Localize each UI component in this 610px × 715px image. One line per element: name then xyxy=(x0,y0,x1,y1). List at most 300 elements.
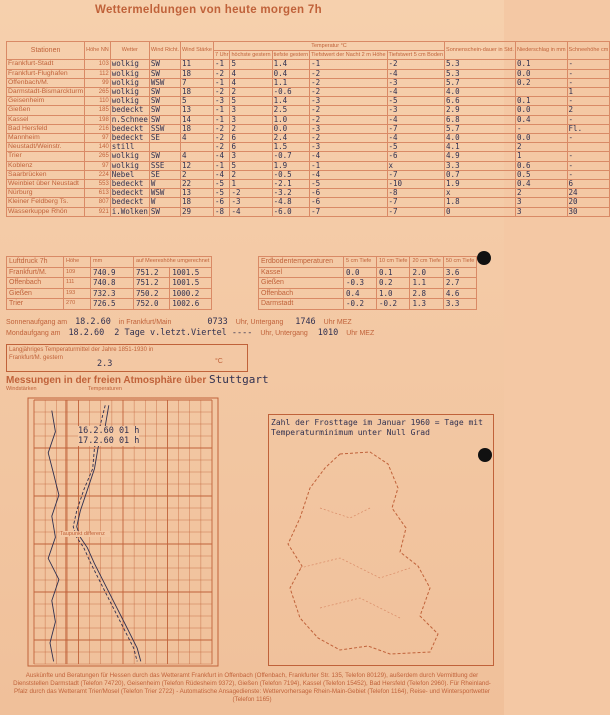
cell-wf: 13 xyxy=(181,106,214,115)
soil-cell-d: 3.6 xyxy=(443,267,476,278)
cell-mg: x xyxy=(387,161,445,170)
cell-t7: -1 xyxy=(214,161,230,170)
pressure-cell-mm: 751.2 xyxy=(134,278,170,289)
cell-mn: -4 xyxy=(310,152,387,161)
cell-sn: 24 xyxy=(567,189,610,198)
cell-sn: 1 xyxy=(567,87,610,96)
cell-mn: -2 xyxy=(310,106,387,115)
sunset-unit: Uhr MEZ xyxy=(323,319,352,326)
table-row xyxy=(7,207,610,216)
cell-pr: 2 xyxy=(515,143,567,152)
cell-min: -3.2 xyxy=(272,189,310,198)
cell-w: wolkig xyxy=(110,152,149,161)
cell-wd: SE xyxy=(149,134,180,143)
cell-max: 4 xyxy=(230,69,272,78)
soil-cell-b: -0.2 xyxy=(377,299,410,310)
col-sunshine: Sonnenschein-dauer in Std. xyxy=(445,42,516,60)
cell-w: bedeckt xyxy=(110,124,149,133)
moon-phase: 2 Tage v.letzt.Viertel ---- xyxy=(114,328,253,338)
table-row xyxy=(7,69,610,78)
cell-t7: -2 xyxy=(214,124,230,133)
cell-min: 1.4 xyxy=(272,60,310,69)
cell-sun: 5.7 xyxy=(445,124,516,133)
col-precip: Niederschlag in mm xyxy=(515,42,567,60)
cell-pr: 0.1 xyxy=(515,60,567,69)
cell-pr: 2 xyxy=(515,189,567,198)
cell-wf: 4 xyxy=(181,152,214,161)
cell-wd: SSE xyxy=(149,161,180,170)
cell-w: bedeckt xyxy=(110,189,149,198)
cell-h: 224 xyxy=(85,170,111,179)
cell-sun: 1.9 xyxy=(445,180,516,189)
table-row xyxy=(7,78,610,87)
cell-t7: -1 xyxy=(214,115,230,124)
col-wind-force: Wind Stärke xyxy=(181,42,214,60)
cell-sun: 5.3 xyxy=(445,69,516,78)
moonset-time: 1010 xyxy=(317,328,339,338)
cell-pr: 3 xyxy=(515,198,567,207)
cell-max: 4 xyxy=(230,78,272,87)
cell-sn: 6 xyxy=(567,180,610,189)
cell-max: 2 xyxy=(230,124,272,133)
cell-t7: -6 xyxy=(214,198,230,207)
cell-pr: 3 xyxy=(515,207,567,216)
pressure-row xyxy=(7,278,212,289)
col-temp-group: Temperatur °C xyxy=(214,42,445,51)
cell-mg: -8 xyxy=(387,189,445,198)
cell-sun: 5.3 xyxy=(445,60,516,69)
cell-wd: W xyxy=(149,180,180,189)
cell-t7: -2 xyxy=(214,87,230,96)
moonrise-label: Mondaufgang am xyxy=(6,330,61,337)
cell-h: 265 xyxy=(85,87,111,96)
cell-t7: -3 xyxy=(214,97,230,106)
cell-wf: 7 xyxy=(181,78,214,87)
soil-cell-c: 2.0 xyxy=(410,267,443,278)
cell-pr: 0.6 xyxy=(515,161,567,170)
pressure-table xyxy=(6,256,212,310)
sounding-dates xyxy=(78,426,139,446)
soil-row xyxy=(259,299,477,310)
frost-map-outline xyxy=(288,452,438,654)
cell-mn: -3 xyxy=(310,124,387,133)
col-min-ground: Tiefstwert 5 cm Boden xyxy=(387,51,445,60)
pressure-cell-raw: 740.8 xyxy=(91,278,134,289)
wind-axis-label: Windstärken xyxy=(6,386,37,392)
atmosphere-city: Stuttgart xyxy=(209,373,269,386)
cell-wf: 5 xyxy=(181,97,214,106)
cell-pr: - xyxy=(515,124,567,133)
soil-row xyxy=(259,278,477,289)
cell-mg: -3 xyxy=(387,78,445,87)
longterm-label: Langjähriges Temperaturmittel der Jahre 1851-1930 in Frankfurt/M. gestern xyxy=(9,347,154,361)
cell-pr: 0.2 xyxy=(515,78,567,87)
cell-t7: -2 xyxy=(214,69,230,78)
cell-max: 5 xyxy=(230,161,272,170)
cell-station: Bad Hersfeld xyxy=(7,124,85,133)
cell-sn xyxy=(567,143,610,152)
soil-cell-c: 2.8 xyxy=(410,288,443,299)
cell-sn: - xyxy=(567,78,610,87)
cell-sn: 20 xyxy=(567,198,610,207)
col-weather: Wetter xyxy=(110,42,149,60)
soil-cell-c: 1.1 xyxy=(410,278,443,289)
cell-station: Weinbiet über Neustadt xyxy=(7,180,85,189)
cell-mn: -2 xyxy=(310,78,387,87)
table-row xyxy=(7,115,610,124)
cell-sn: Fl. xyxy=(567,124,610,133)
soil-cell-a: 0.4 xyxy=(344,288,377,299)
cell-mg: -4 xyxy=(387,115,445,124)
cell-mg: -7 xyxy=(387,170,445,179)
soil-cell-st: Kassel xyxy=(259,267,344,278)
pressure-cell-st: Gießen xyxy=(7,288,64,299)
cell-wf: 14 xyxy=(181,115,214,124)
cell-min: 0.4 xyxy=(272,69,310,78)
pressure-cell-h: 270 xyxy=(64,299,91,310)
pressure-cell-st: Frankfurt/M. xyxy=(7,267,64,278)
cell-max: 2 xyxy=(230,170,272,179)
erd-head-1: 5 cm Tiefe xyxy=(344,257,377,268)
pressure-cell-h: 111 xyxy=(64,278,91,289)
cell-station: Geisenheim xyxy=(7,97,85,106)
cell-station: Frankfurt-Stadt xyxy=(7,60,85,69)
cell-h: 613 xyxy=(85,189,111,198)
cell-wf: 29 xyxy=(181,207,214,216)
cell-max: 2 xyxy=(230,87,272,96)
cell-min: -0.6 xyxy=(272,87,310,96)
cell-pr: 0.4 xyxy=(515,180,567,189)
cell-max: 3 xyxy=(230,106,272,115)
cell-w: i.Wolken xyxy=(111,206,148,216)
cell-wf: 18 xyxy=(181,198,214,207)
cell-pr: 0.0 xyxy=(515,134,567,143)
cell-wd: SW xyxy=(149,106,180,115)
cell-station: Kleiner Feldberg Ts. xyxy=(7,198,85,207)
cell-mg: -3 xyxy=(387,106,445,115)
table-row xyxy=(7,198,610,207)
cell-h: 198 xyxy=(85,115,111,124)
cell-mn: -2 xyxy=(310,115,387,124)
atmosphere-label: Messungen in der freien Atmosphäre über xyxy=(6,375,207,386)
cell-min: 1.0 xyxy=(272,115,310,124)
cell-station: Koblenz xyxy=(7,161,85,170)
cell-min: 1.9 xyxy=(272,161,310,170)
pressure-cell-mb: 1001.5 xyxy=(170,267,212,278)
cell-w: bedeckt xyxy=(110,180,149,189)
cell-h: 553 xyxy=(85,180,111,189)
cell-sn: - xyxy=(567,60,610,69)
cell-min: -2.1 xyxy=(272,180,310,189)
cell-w: wolkig xyxy=(110,87,149,96)
soil-cell-b: 1.0 xyxy=(377,288,410,299)
soil-cell-a: -0.3 xyxy=(344,278,377,289)
cell-sun: 2.9 xyxy=(445,106,516,115)
pressure-cell-mm: 750.2 xyxy=(134,288,170,299)
cell-h: 216 xyxy=(85,124,111,133)
pressure-cell-raw: 740.9 xyxy=(91,267,134,278)
soil-cell-b: 0.2 xyxy=(377,278,410,289)
cell-mn: -2 xyxy=(310,69,387,78)
cell-station: Wasserkuppe Rhön xyxy=(7,207,85,216)
cell-mg: -2 xyxy=(387,60,445,69)
sunrise-time: 0733 xyxy=(207,317,228,327)
pressure-cell-h: 109 xyxy=(64,267,91,278)
moonrise-line xyxy=(6,328,374,338)
cell-mg: -4 xyxy=(387,134,445,143)
cell-min: 1.4 xyxy=(272,97,310,106)
cell-min: -0.7 xyxy=(272,152,310,161)
sunrise-unit: Uhr, Untergang xyxy=(235,319,284,326)
col-height: Höhe NN xyxy=(85,42,111,60)
pressure-cell-mm: 752.0 xyxy=(134,299,170,310)
cell-sun: 4.9 xyxy=(445,152,516,161)
table-row xyxy=(7,106,610,115)
soil-cell-st: Offenbach xyxy=(259,288,344,299)
cell-station: Kassel xyxy=(7,115,85,124)
luft-head-1: Höhe xyxy=(64,257,91,268)
cell-pr: 0.4 xyxy=(515,115,567,124)
pressure-cell-h: 193 xyxy=(64,288,91,299)
cell-station: Saarbrücken xyxy=(7,170,85,179)
cell-wf: 18 xyxy=(181,124,214,133)
pressure-cell-raw: 732.3 xyxy=(91,288,134,299)
soil-cell-d: 4.6 xyxy=(443,288,476,299)
cell-mn: -2 xyxy=(310,134,387,143)
cell-h: 140 xyxy=(85,143,111,152)
cell-max: 3 xyxy=(230,115,272,124)
cell-w: wolkig xyxy=(110,161,149,170)
cell-w: bedeckt xyxy=(110,198,149,207)
cell-pr: 0.0 xyxy=(515,69,567,78)
cell-wd: WSW xyxy=(149,189,180,198)
dewpoint-label: Taupunkt differenz xyxy=(60,531,110,537)
soil-row xyxy=(259,267,477,278)
cell-max: 5 xyxy=(230,97,272,106)
cell-min: 1.1 xyxy=(272,78,310,87)
longterm-value: 2.3 xyxy=(97,359,113,369)
cell-sun: 0.7 xyxy=(445,170,516,179)
moonset-unit: Uhr, Untergang xyxy=(260,330,308,337)
frost-title: Zahl der Frosttage im Januar 1960 = Tage mit Temperaturminimum unter Null Grad xyxy=(271,418,483,437)
cell-sun: 4.0 xyxy=(445,87,516,96)
cell-mn: -3 xyxy=(310,143,387,152)
cell-sn: 30 xyxy=(567,207,610,216)
cell-mg: -7 xyxy=(387,198,445,207)
cell-w: bedeckt xyxy=(110,106,149,115)
cell-sun: 4.0 xyxy=(445,134,516,143)
soil-cell-a: -0.2 xyxy=(344,299,377,310)
cell-wf: 11 xyxy=(181,60,214,69)
sunrise-label: Sonnenaufgang am xyxy=(6,319,68,326)
pressure-row xyxy=(7,288,212,299)
sunrise-place: in Frankfurt/Main xyxy=(118,319,172,326)
cell-wf: 18 xyxy=(181,69,214,78)
luft-head-3: auf Meereshöhe umgerechnet xyxy=(134,257,212,268)
cell-h: 185 xyxy=(85,106,111,115)
cell-wd: SW xyxy=(149,115,180,124)
cell-h: 99 xyxy=(85,78,111,87)
longterm-unit: °C xyxy=(215,358,223,365)
pressure-cell-mb: 1000.2 xyxy=(170,288,212,299)
cell-w: bedeckt xyxy=(110,134,149,143)
cell-wf: 13 xyxy=(181,189,214,198)
cell-mn: -2 xyxy=(310,87,387,96)
cell-h: 97 xyxy=(85,134,111,143)
cell-mn: -4 xyxy=(310,170,387,179)
cell-mn: -3 xyxy=(310,97,387,106)
cell-mg: -10 xyxy=(387,180,445,189)
cell-mn: -1 xyxy=(310,60,387,69)
cell-t7: -2 xyxy=(214,134,230,143)
erd-head-2: 10 cm Tiefe xyxy=(377,257,410,268)
table-row xyxy=(7,161,610,170)
cell-max: 1 xyxy=(230,180,272,189)
cell-wf: 2 xyxy=(181,170,214,179)
cell-station: Frankfurt-Flughafen xyxy=(7,69,85,78)
col-wind-dir: Wind Richt. xyxy=(149,42,180,60)
cell-mn: -7 xyxy=(310,207,387,216)
cell-t7: -5 xyxy=(214,180,230,189)
cell-mn: -6 xyxy=(310,189,387,198)
frost-map-borders xyxy=(300,508,410,618)
soil-cell-b: 0.1 xyxy=(377,267,410,278)
temp-axis-label: Temperaturen xyxy=(88,386,122,392)
cell-sun: 6.8 xyxy=(445,115,516,124)
pressure-row xyxy=(7,267,212,278)
cell-pr: 1 xyxy=(515,152,567,161)
cell-h: 112 xyxy=(85,69,111,78)
soil-cell-st: Gießen xyxy=(259,278,344,289)
cell-station: Offenbach/M. xyxy=(7,78,85,87)
cell-max: -2 xyxy=(230,189,272,198)
sunset-time: 1746 xyxy=(295,317,316,327)
cell-mg: -7 xyxy=(387,207,445,216)
pressure-cell-st: Offenbach xyxy=(7,278,64,289)
cell-station: Neustadt/Weinstr. xyxy=(7,143,85,152)
pressure-cell-raw: 726.5 xyxy=(91,299,134,310)
soil-cell-c: 1.3 xyxy=(410,299,443,310)
cell-sn: - xyxy=(567,69,610,78)
cell-t7: -8 xyxy=(214,207,230,216)
cell-mn: -6 xyxy=(310,198,387,207)
cell-sn: - xyxy=(567,97,610,106)
weather-table xyxy=(6,41,610,217)
cell-wf: 18 xyxy=(181,87,214,96)
cell-wd: SSW xyxy=(149,124,180,133)
cell-wd: SW xyxy=(149,152,180,161)
cell-h: 103 xyxy=(85,60,111,69)
cell-wf: 4 xyxy=(181,134,214,143)
cell-mg: -5 xyxy=(387,97,445,106)
col-max: höchste gestern xyxy=(230,51,272,60)
cell-t7: -2 xyxy=(214,143,230,152)
cell-max: 3 xyxy=(230,152,272,161)
cell-sun: 6.6 xyxy=(445,97,516,106)
cell-h: 97 xyxy=(85,161,111,170)
col-stations: Stationen xyxy=(7,42,85,60)
col-snow: Schneehöhe cm xyxy=(567,42,610,60)
cell-min: 2.4 xyxy=(272,134,310,143)
cell-t7: -1 xyxy=(214,78,230,87)
cell-wd: SE xyxy=(149,170,180,179)
sounding-date-1: 16.2.60 01 h xyxy=(78,426,140,436)
luft-head-0: Luftdruck 7h xyxy=(7,257,64,268)
cell-min: -0.5 xyxy=(272,170,310,179)
moonrise-date: 18.2.60 xyxy=(68,328,105,338)
cell-h: 807 xyxy=(85,198,111,207)
cell-sun: 4.1 xyxy=(445,143,516,152)
sunrise-date: 18.2.60 xyxy=(75,317,111,327)
longterm-box xyxy=(6,344,248,372)
cell-sn: 2 xyxy=(567,106,610,115)
cell-max: -3 xyxy=(230,198,272,207)
pressure-cell-mm: 751.2 xyxy=(134,267,170,278)
cell-max: 5 xyxy=(230,60,272,69)
cell-t7: -4 xyxy=(214,170,230,179)
pressure-cell-mb: 1002.6 xyxy=(170,299,212,310)
cell-sn: - xyxy=(567,170,610,179)
cell-w: wolkig xyxy=(110,97,149,106)
cell-station: Mannheim xyxy=(7,134,85,143)
cell-w: wolkig xyxy=(110,60,149,69)
cell-wd: SW xyxy=(149,207,180,216)
cell-w: still xyxy=(110,143,149,152)
table-row xyxy=(7,152,610,161)
cell-station: Trier xyxy=(7,152,85,161)
sounding-date-2: 17.2.60 01 h xyxy=(78,436,140,446)
cell-wd: SW xyxy=(149,69,180,78)
footer-text: Auskünfte und Beratungen für Hessen durch das Wetteramt Frankfurt in Offenbach (Offenbach, Frankfurter Str. 135, Telefon 80129), außerdem durch Vermittlung der Dienststellen Darmstadt (Telefon 74720), Geisenheim (Telefon Rüdesheim 9372), Gießen (Telefon 7194), Kassel (Telefon 15452), Bad Hersfeld (Telefon 2960). Für Rheinland-Pfalz durch das Wetteramt Trier/Mosel (Telefon Trier 2722) - Automatische Ansagedienste: Wettervorhersage Rhein-Main-Gebiet (Telefon 1164), Reise- und Wintersportwetter (Telefon 1165) xyxy=(13,672,491,703)
soil-temp-table xyxy=(258,256,477,310)
cell-h: 110 xyxy=(85,97,111,106)
cell-pr: 0.1 xyxy=(515,97,567,106)
atmosphere-heading xyxy=(6,373,269,386)
cell-pr: 0.0 xyxy=(515,106,567,115)
cell-max: 6 xyxy=(230,143,272,152)
cell-wf: 22 xyxy=(181,180,214,189)
pressure-cell-mb: 1001.5 xyxy=(170,278,212,289)
cell-t7: -4 xyxy=(214,152,230,161)
moonset-unit-2: Uhr MEZ xyxy=(346,330,375,337)
cell-sun: 5.7 xyxy=(445,78,516,87)
cell-wf: 12 xyxy=(181,161,214,170)
cell-mn: -5 xyxy=(310,180,387,189)
soil-cell-st: Darmstadt xyxy=(259,299,344,310)
punch-hole-top xyxy=(477,251,491,265)
cell-max: 6 xyxy=(230,134,272,143)
table-row xyxy=(7,60,610,69)
cell-sun: 3.3 xyxy=(445,161,516,170)
soil-row xyxy=(259,288,477,299)
soil-cell-d: 3.3 xyxy=(443,299,476,310)
erd-head-4: 50 cm Tiefe xyxy=(443,257,476,268)
cell-sun: 0 xyxy=(445,207,516,216)
cell-w: wolkig xyxy=(110,69,149,78)
cell-h: 265 xyxy=(85,152,111,161)
erd-head-0: Erdbodentemperaturen xyxy=(259,257,344,268)
cell-sn: - xyxy=(567,134,610,143)
cell-sn: - xyxy=(567,152,610,161)
page-title: Wettermeldungen von heute morgen 7h xyxy=(95,4,322,16)
cell-t7: -5 xyxy=(214,189,230,198)
cell-wd: WSW xyxy=(149,78,180,87)
cell-max: -4 xyxy=(230,207,272,216)
cell-min: 2.5 xyxy=(272,106,310,115)
cell-mg: -7 xyxy=(387,124,445,133)
cell-t7: -1 xyxy=(214,60,230,69)
cell-h: 921 xyxy=(85,207,111,216)
